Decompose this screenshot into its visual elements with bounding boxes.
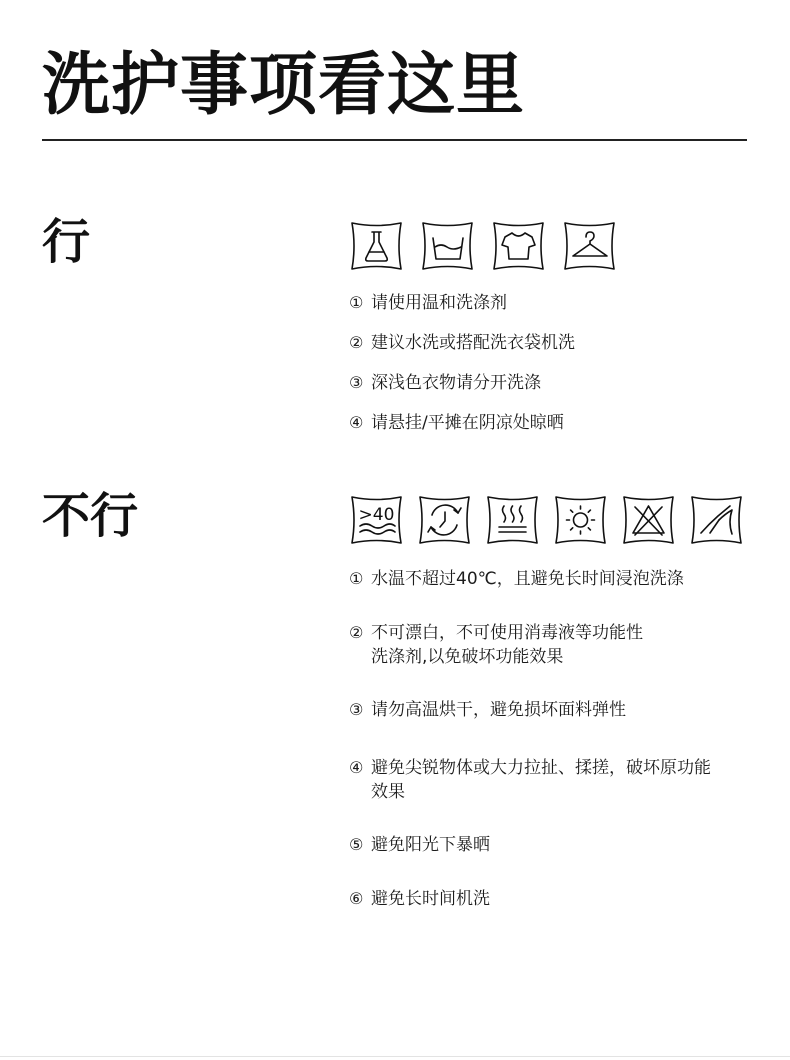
tip-number: ④: [349, 413, 364, 432]
list-item: [349, 833, 749, 857]
list-item: [349, 621, 749, 669]
tip-text: 水温不超过40℃，且避免长时间浸泡洗涤: [371, 569, 684, 589]
page-title: 洗护事项看这里: [42, 46, 526, 125]
water-temp-40-icon: [349, 494, 404, 546]
no-high-heat-dry-icon: [485, 494, 540, 546]
tip-number: ⑥: [349, 889, 364, 908]
water-temp-label: >40: [358, 505, 395, 525]
do-icon-row: [349, 220, 617, 272]
list-item: [349, 698, 749, 722]
hand-wash-flask-icon: [349, 220, 404, 272]
list-item: [349, 331, 749, 355]
tip-text: 避免阳光下暴晒: [371, 835, 490, 855]
list-item: [349, 371, 749, 395]
tip-text: 不可漂白，不可使用消毒液等功能性 洗涤剂,以免破坏功能效果: [371, 623, 643, 667]
do-tips-list: [349, 291, 749, 435]
list-item: [349, 887, 749, 911]
tip-text: 请勿高温烘干，避免损坏面料弹性: [371, 700, 626, 720]
tip-text: 深浅色衣物请分开洗涤: [371, 373, 541, 393]
tip-number: ③: [349, 700, 364, 719]
no-bleach-icon: [621, 494, 676, 546]
title-divider: [42, 139, 747, 141]
list-item: [349, 756, 749, 804]
tip-text: 避免长时间机洗: [371, 889, 490, 909]
bottom-divider: [0, 1056, 790, 1057]
tip-number: ①: [349, 569, 364, 588]
shirt-icon: [491, 220, 546, 272]
hanger-icon: [562, 220, 617, 272]
tip-text: 请使用温和洗涤剂: [371, 293, 507, 313]
list-item: [349, 567, 749, 591]
tip-number: ⑤: [349, 835, 364, 854]
tip-text: 请悬挂/平摊在阴凉处晾晒: [371, 413, 564, 433]
tip-number: ③: [349, 373, 364, 392]
tip-text: 建议水洗或搭配洗衣袋机洗: [371, 333, 575, 353]
list-item: [349, 411, 749, 435]
tip-number: ②: [349, 623, 364, 642]
list-item: [349, 291, 749, 315]
dont-icon-row: [349, 494, 744, 546]
dont-tips-list: [349, 567, 749, 911]
tip-number: ④: [349, 758, 364, 777]
do-section-label: 行: [42, 214, 91, 270]
tip-number: ②: [349, 333, 364, 352]
no-sharp-objects-icon: [689, 494, 744, 546]
wash-basin-icon: [420, 220, 475, 272]
dont-section-label: 不行: [42, 488, 139, 544]
no-sun-exposure-icon: [553, 494, 608, 546]
no-long-soak-clock-icon: [417, 494, 472, 546]
tip-text: 避免尖锐物体或大力拉扯、揉搓，破坏原功能 效果: [371, 758, 711, 802]
tip-number: ①: [349, 293, 364, 312]
